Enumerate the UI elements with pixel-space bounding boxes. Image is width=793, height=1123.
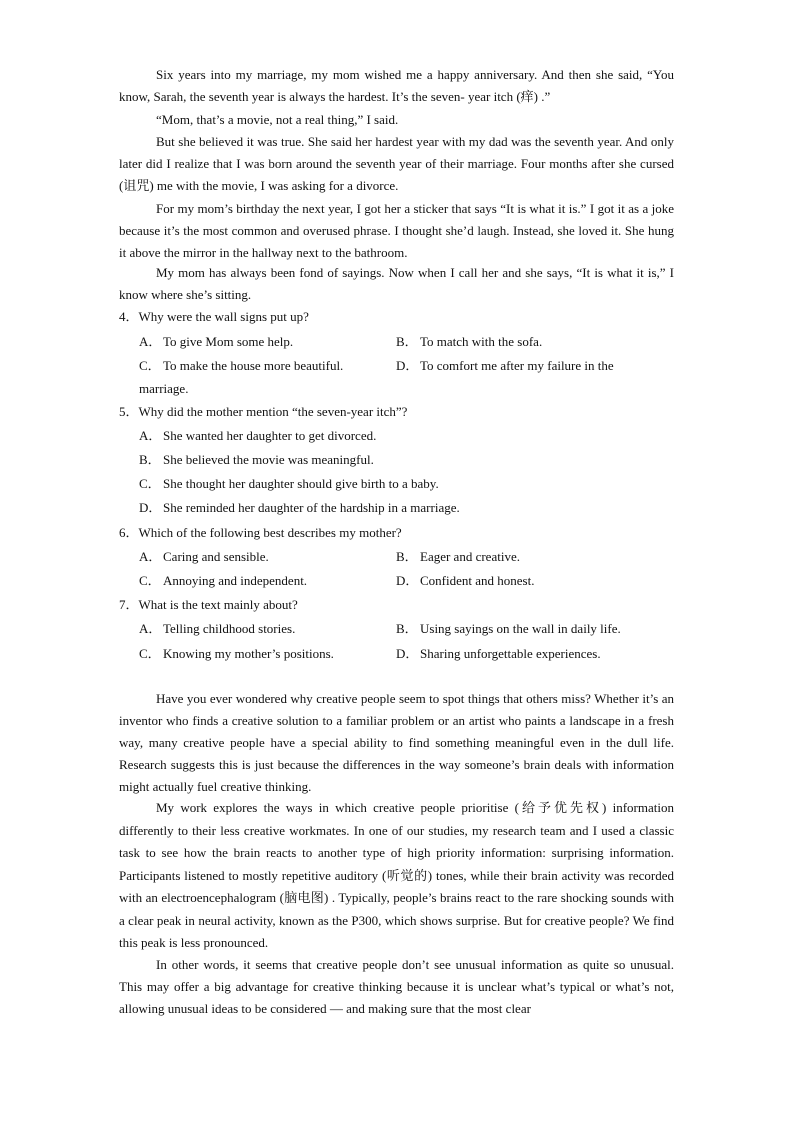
question-6-option-b xyxy=(396,547,520,567)
option-text: To make the house more beautiful. xyxy=(163,358,344,373)
option-letter: A． xyxy=(139,428,162,443)
option-letter: C． xyxy=(139,358,161,373)
option-text: She reminded her daughter of the hardship in a marriage. xyxy=(163,500,460,515)
passage1-paragraph-4: For my mom’s birthday the next year, I got her a sticker that says “It is what it is.” I got it as a joke because it’s the most common and overused phrase. I thought she’d laugh. Instead, she loved it. She hung it above the mirror in the hallway next to the bathroom. xyxy=(119,201,674,260)
option-letter: C． xyxy=(139,476,161,491)
passage1-paragraph-1: Six years into my marriage, my mom wished me a happy anniversary. And then she said, “You know, Sarah, the seventh year is always the hardest. It’s the seven- year itch (痒) .” xyxy=(119,67,674,104)
passage1-paragraph-5: My mom has always been fond of sayings. Now when I call her and she says, “It is what it is,” I know where she’s sitting. xyxy=(119,265,674,302)
option-text: Sharing unforgettable experiences. xyxy=(420,646,601,661)
passage2-paragraph-3: In other words, it seems that creative people don’t see unusual information as quite so unusual. This may offer a big advantage for creative thinking because it is unclear what’s typical or what’s not, allowing unusual ideas to be considered — and making sure that the most clear xyxy=(119,957,674,1016)
option-text: To match with the sofa. xyxy=(420,334,543,349)
option-letter: A． xyxy=(139,334,162,349)
option-letter: A． xyxy=(139,549,162,564)
option-letter: C． xyxy=(139,646,161,661)
question-text: Which of the following best describes my mother? xyxy=(138,525,402,540)
question-5-stem xyxy=(119,402,407,422)
question-5-option-a xyxy=(139,426,376,446)
option-letter: B． xyxy=(139,452,161,467)
option-text: Using sayings on the wall in daily life. xyxy=(420,621,621,636)
option-letter: D． xyxy=(139,500,162,515)
option-letter: D． xyxy=(396,646,419,661)
question-4-option-d xyxy=(396,356,614,376)
option-text: Caring and sensible. xyxy=(163,549,269,564)
option-text: Knowing my mother’s positions. xyxy=(163,646,334,661)
question-7-option-a xyxy=(139,619,295,639)
option-text: To comfort me after my failure in the xyxy=(420,358,614,373)
question-6-option-a xyxy=(139,547,269,567)
option-letter: C． xyxy=(139,573,161,588)
option-text: She wanted her daughter to get divorced. xyxy=(163,428,377,443)
option-text: Eager and creative. xyxy=(420,549,520,564)
passage2-paragraph-1: Have you ever wondered why creative people seem to spot things that others miss? Whether it’s an inventor who finds a creative solution to a familiar problem or an artist who paints a landscape in a fresh way, many creative people have a special ability to find something meaningful even in the dull life. Research suggests this is just because the differences in the way someone’s brain deals with information might actually fuel creative thinking. xyxy=(119,691,674,794)
option-text: She thought her daughter should give birth to a baby. xyxy=(163,476,439,491)
question-number: 5． xyxy=(119,404,139,419)
question-7-option-d xyxy=(396,644,601,664)
question-number: 6． xyxy=(119,525,139,540)
question-7-stem xyxy=(119,595,298,615)
question-4-option-b xyxy=(396,332,542,352)
question-text: What is the text mainly about? xyxy=(138,597,298,612)
question-6-stem xyxy=(119,523,402,543)
question-6-option-d xyxy=(396,571,534,591)
option-letter: A． xyxy=(139,621,162,636)
question-6-option-c xyxy=(139,571,307,591)
question-text: Why did the mother mention “the seven-year itch”? xyxy=(138,404,408,419)
question-4-option-d-continued: marriage. xyxy=(139,381,189,396)
question-5-option-b xyxy=(139,450,374,470)
question-7-option-b xyxy=(396,619,621,639)
passage1-paragraph-3: But she believed it was true. She said her hardest year with my dad was the seventh year. And only later did I realize that I was born around the seventh year of their marriage. Four months after she cursed (诅咒) me with the movie, I was asking for a divorce. xyxy=(119,134,674,193)
question-4-option-c xyxy=(139,356,343,376)
option-letter: D． xyxy=(396,358,419,373)
passage2-paragraph-2: My work explores the ways in which creative people prioritise (给予优先权) information differently to their less creative workmates. In one of our studies, my research team and I used a classic task to see how the brain reacts to another type of high priority information: surprising information. Participants listened to mostly repetitive auditory (听觉的) tones, while their brain activity was recorded with an electroencephalogram (脑电图) . Typically, people’s brains react to the rare shocking sounds with a clear peak in neural activity, known as the P300, which shows surprise. But for creative people? We find this peak is less pronounced. xyxy=(119,800,674,950)
option-text: Annoying and independent. xyxy=(163,573,308,588)
option-letter: B． xyxy=(396,621,418,636)
option-letter: B． xyxy=(396,549,418,564)
option-text: Telling childhood stories. xyxy=(163,621,296,636)
question-5-option-d xyxy=(139,498,460,518)
question-4-stem xyxy=(119,307,309,327)
option-letter: B． xyxy=(396,334,418,349)
option-text: Confident and honest. xyxy=(420,573,535,588)
question-number: 7． xyxy=(119,597,139,612)
question-4-option-a xyxy=(139,332,293,352)
question-7-option-c xyxy=(139,644,334,664)
question-number: 4． xyxy=(119,309,139,324)
question-5-option-c xyxy=(139,474,439,494)
option-text: To give Mom some help. xyxy=(163,334,294,349)
option-text: She believed the movie was meaningful. xyxy=(163,452,374,467)
passage1-paragraph-2: “Mom, that’s a movie, not a real thing,” I said. xyxy=(156,112,399,127)
option-letter: D． xyxy=(396,573,419,588)
question-text: Why were the wall signs put up? xyxy=(138,309,309,324)
